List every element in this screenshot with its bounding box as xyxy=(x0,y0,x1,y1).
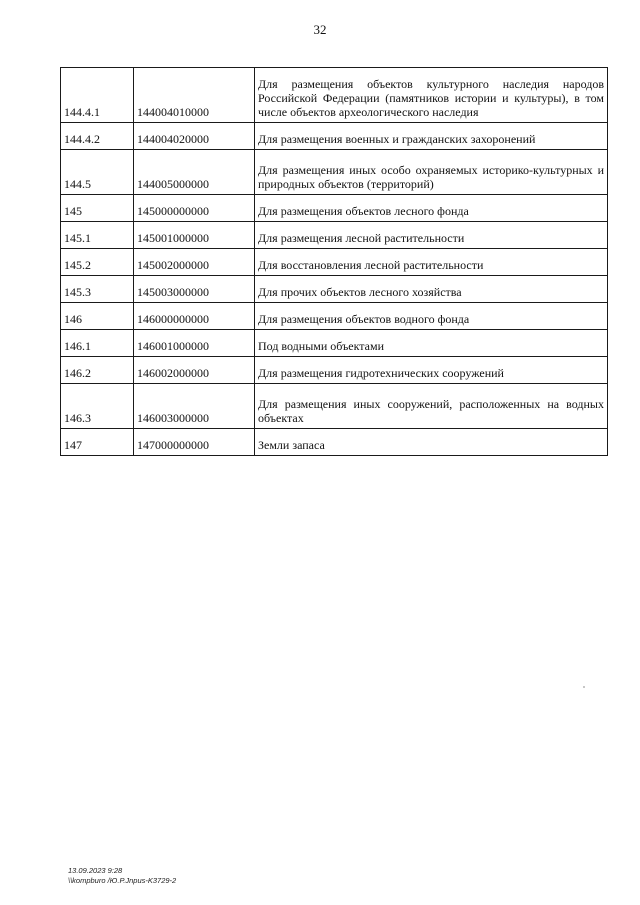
row-code-cell: 146000000000 xyxy=(134,303,255,330)
row-number-cell: 144.5 xyxy=(61,150,134,195)
row-code-cell: 144004010000 xyxy=(134,68,255,123)
row-code-cell: 145001000000 xyxy=(134,222,255,249)
table-row xyxy=(61,222,608,249)
row-number-cell: 146 xyxy=(61,303,134,330)
row-number-cell: 147 xyxy=(61,429,134,456)
row-number-cell: 145 xyxy=(61,195,134,222)
footer-print-date: 13.09.2023 9:28 xyxy=(68,866,123,875)
row-description-cell: Для размещения лесной растительности xyxy=(255,222,608,249)
footer-document-stamp: \\kompburo /Ю.Р.Jnpus-K3729-2 xyxy=(68,876,177,885)
table-row xyxy=(61,384,608,429)
row-code-cell: 144004020000 xyxy=(134,123,255,150)
row-description-cell: Для прочих объектов лесного хозяйства xyxy=(255,276,608,303)
row-code-cell: 146003000000 xyxy=(134,384,255,429)
page-number: 32 xyxy=(313,22,327,37)
row-description-cell: Для размещения объектов лесного фонда xyxy=(255,195,608,222)
row-code-cell: 145000000000 xyxy=(134,195,255,222)
table-row xyxy=(61,330,608,357)
row-number-cell: 145.1 xyxy=(61,222,134,249)
row-description-cell: Для размещения иных сооружений, расположенных на водных объектах xyxy=(255,384,608,429)
row-number-cell: 145.2 xyxy=(61,249,134,276)
table-row xyxy=(61,429,608,456)
row-code-cell: 144005000000 xyxy=(134,150,255,195)
scan-artifact-dot xyxy=(583,686,585,688)
row-description-cell: Для восстановления лесной растительности xyxy=(255,249,608,276)
table-row xyxy=(61,123,608,150)
row-description-cell: Под водными объектами xyxy=(255,330,608,357)
table-row xyxy=(61,303,608,330)
row-description-cell: Для размещения объектов водного фонда xyxy=(255,303,608,330)
row-number-cell: 146.2 xyxy=(61,357,134,384)
row-description-cell: Для размещения гидротехнических сооружений xyxy=(255,357,608,384)
table-row xyxy=(61,68,608,123)
table-row xyxy=(61,195,608,222)
table-row xyxy=(61,357,608,384)
document-footer xyxy=(68,866,176,886)
land-use-classifier-table xyxy=(60,67,608,456)
row-code-cell: 145003000000 xyxy=(134,276,255,303)
row-number-cell: 144.4.2 xyxy=(61,123,134,150)
row-description-cell: Для размещения иных особо охраняемых историко-культурных и природных объектов (территорий) xyxy=(255,150,608,195)
row-number-cell: 146.1 xyxy=(61,330,134,357)
table-row xyxy=(61,150,608,195)
row-code-cell: 146001000000 xyxy=(134,330,255,357)
row-description-cell: Для размещения военных и гражданских захоронений xyxy=(255,123,608,150)
row-number-cell: 145.3 xyxy=(61,276,134,303)
row-number-cell: 144.4.1 xyxy=(61,68,134,123)
row-code-cell: 147000000000 xyxy=(134,429,255,456)
row-description-cell: Для размещения объектов культурного наследия народов Российской Федерации (памятников истории и культуры), в том числе объектов археологического наследия xyxy=(255,68,608,123)
row-description-cell: Земли запаса xyxy=(255,429,608,456)
row-number-cell: 146.3 xyxy=(61,384,134,429)
row-code-cell: 146002000000 xyxy=(134,357,255,384)
table-row xyxy=(61,276,608,303)
table-row xyxy=(61,249,608,276)
row-code-cell: 145002000000 xyxy=(134,249,255,276)
